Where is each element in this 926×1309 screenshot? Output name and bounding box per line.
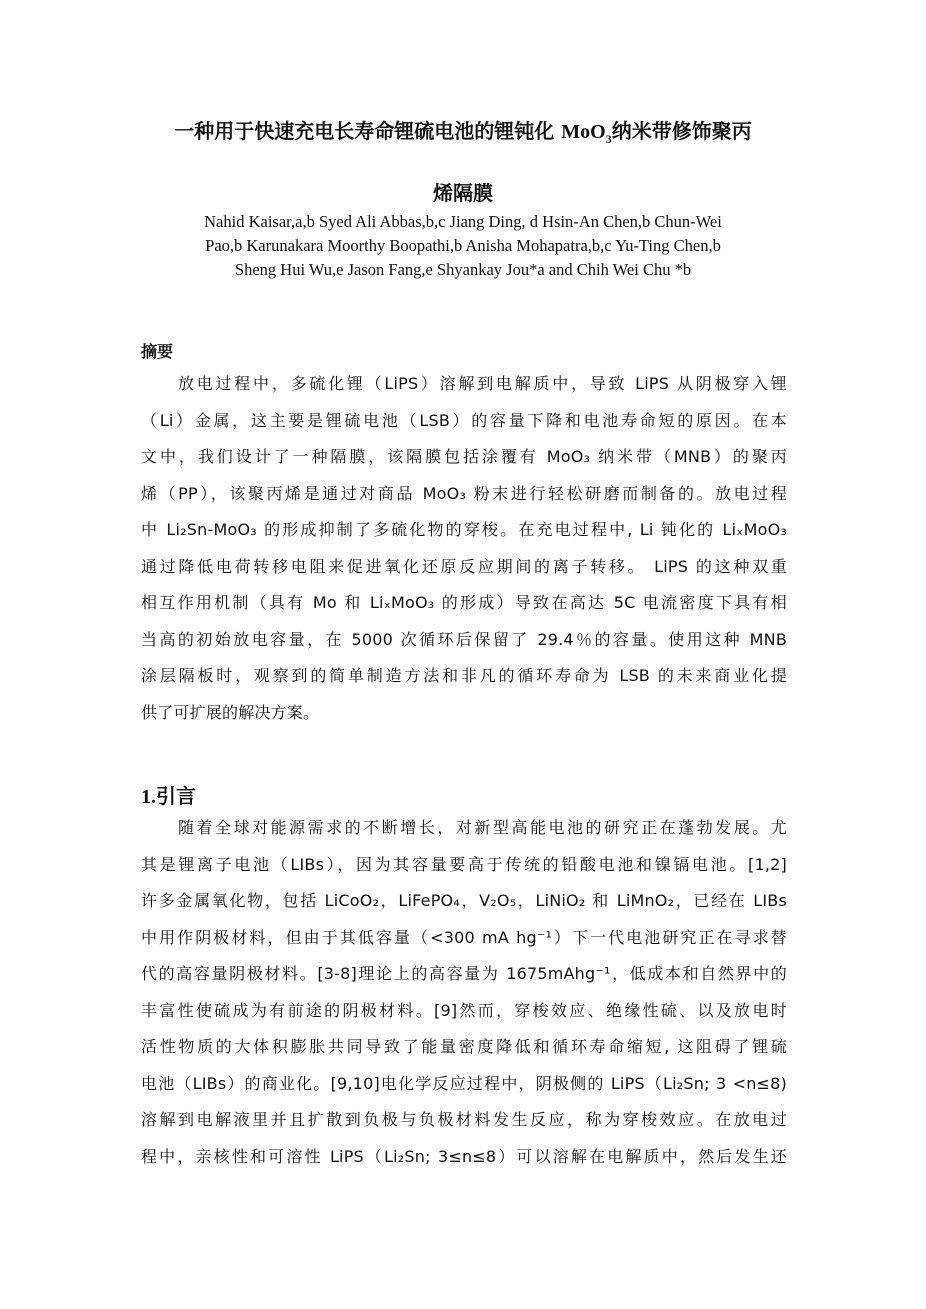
author-list — [140, 210, 786, 282]
abstract-line: 中 Li₂Sn-MoO₃ 的形成抑制了多硫化物的穿梭。在充电过程中, Li 钝化的 LiₓMoO₃ — [141, 520, 787, 539]
author-line-1: Nahid Kaisar,a,b Syed Ali Abbas,b,c Jiang Ding, d Hsin-An Chen,b Chun-Wei — [204, 212, 722, 231]
abstract-paragraph — [141, 366, 787, 731]
intro-paragraph — [141, 810, 787, 1175]
abstract-line: 文中，我们设计了一种隔膜，该隔膜包括涂覆有 MoO₃ 纳米带（MNB）的聚丙 — [141, 447, 787, 466]
intro-line: 溶解到电解液里并且扩散到负极与负极材料发生反应，称为穿梭效应。在放电过 — [141, 1110, 787, 1129]
abstract-line: 烯（PP），该聚丙烯是通过对商品 MoO₃ 粉末进行轻松研磨而制备的。放电过程 — [141, 483, 787, 503]
abstract-line: 相互作用机制（具有 Mo 和 LiₓMoO₃ 的形成）导致在高达 5C 电流密度下具有相 — [141, 593, 787, 612]
intro-line: 电池（LIBs）的商业化。[9,10]电化学反应过程中，阴极侧的 LiPS（Li₂Sn; 3 <n≤8) — [141, 1073, 787, 1093]
abstract-line: 放电过程中，多硫化锂（LiPS）溶解到电解质中，导致 LiPS 从阴极穿入锂 — [178, 374, 787, 393]
intro-heading: 1.引言 — [141, 784, 196, 808]
paper-title — [120, 104, 806, 220]
abstract-heading: 摘要 — [141, 342, 174, 361]
intro-line: 丰富性使硫成为有前途的阴极材料。[9]然而，穿梭效应、绝缘性硫、以及放电时 — [141, 1000, 787, 1020]
title-line-2: 烯隔膜 — [433, 181, 493, 205]
intro-line: 代的高容量阴极材料。[3-8]理论上的高容量为 1675mAhg⁻¹，低成本和自然界中的 — [141, 964, 787, 983]
abstract-line: 通过降低电荷转移电阻来促进氧化还原反应期间的离子转移。 LiPS 的这种双重 — [141, 556, 787, 576]
author-line-2: Pao,b Karunakara Moorthy Boopathi,b Anisha Mohapatra,b,c Yu-Ting Chen,b — [205, 236, 721, 255]
intro-line: 中用作阴极材料，但由于其低容量（<300 mA hg⁻¹）下一代电池研究正在寻求替 — [141, 927, 787, 947]
intro-line: 活性物质的大体积膨胀共同导致了能量密度降低和循环寿命缩短, 这阻碍了锂硫 — [141, 1037, 787, 1056]
title-line-1: 一种用于快速充电长寿命锂硫电池的锂钝化 MoO$_3$纳米带修饰聚丙 — [174, 119, 752, 146]
abstract-line: 当高的初始放电容量，在 5000 次循环后保留了 29.4％的容量。使用这种 MNB — [141, 629, 787, 649]
intro-line: 其是锂离子电池（LIBs），因为其容量要高于传统的铅酸电池和镍镉电池。[1,2] — [141, 854, 787, 874]
abstract-line: 供了可扩展的解决方案。 — [141, 702, 320, 722]
abstract-line: 涂层隔板时，观察到的简单制造方法和非凡的循环寿命为 LSB 的未来商业化提 — [141, 666, 787, 685]
intro-line: 程中，亲核性和可溶性 LiPS（Li₂Sn; 3≤n≤8）可以溶解在电解质中，然后发生还 — [141, 1146, 787, 1166]
intro-line: 许多金属氧化物，包括 LiCoO₂，LiFePO₄，V₂O₅，LiNiO₂ 和 LiMnO₂，已经在 LIBs — [141, 891, 787, 910]
abstract-line: （Li）金属，这主要是锂硫电池（LSB）的容量下降和电池寿命短的原因。在本 — [141, 410, 787, 430]
intro-line: 随着全球对能源需求的不断增长，对新型高能电池的研究正在蓬勃发展。尤 — [178, 818, 787, 837]
author-line-3: Sheng Hui Wu,e Jason Fang,e Shyankay Jou*a and Chih Wei Chu *b — [234, 260, 692, 279]
